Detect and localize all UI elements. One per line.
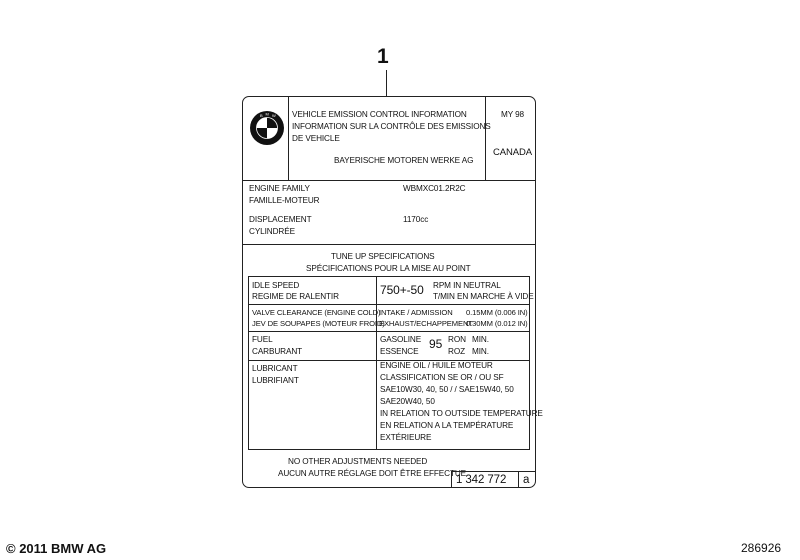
fuel-gasoline: GASOLINE — [380, 335, 422, 344]
emission-label — [242, 96, 543, 488]
idle-speed-fr: REGIME DE RALENTIR — [252, 292, 339, 301]
displacement-fr: CYLINDRÉE — [249, 227, 295, 236]
valve-clearance-en: VALVE CLEARANCE (ENGINE COLD) — [252, 308, 381, 317]
tuneup-title-fr: SPÉCIFICATIONS POUR LA MISE AU POINT — [306, 264, 471, 273]
header-title-en: VEHICLE EMISSION CONTROL INFORMATION — [292, 110, 467, 119]
header-title-fr-cont: DE VEHICLE — [292, 134, 340, 143]
model-year: MY 98 — [501, 110, 525, 119]
fuel-en: FUEL — [252, 335, 273, 344]
diagram-id: 286926 — [741, 541, 782, 555]
lubricant-line: SAE10W30, 40, 50 / / SAE15W40, 50 — [380, 385, 514, 394]
callout-number: 1 — [377, 45, 389, 68]
callout-leader-line — [386, 70, 387, 97]
bmw-roundel-icon — [249, 110, 285, 151]
lubricant-line: EN RELATION A LA TEMPÉRATURE — [380, 421, 514, 430]
lubricant-line: EXTÉRIEURE — [380, 433, 432, 442]
engine-family-fr: FAMILLE-MOTEUR — [249, 196, 320, 205]
lubricant-line: CLASSIFICATION SE OR / OU SF — [380, 373, 504, 382]
fuel-min-fr: MIN. — [472, 347, 489, 356]
revision-box — [518, 471, 536, 488]
tuneup-title-en: TUNE UP SPECIFICATIONS — [331, 252, 435, 261]
idle-note-en: RPM IN NEUTRAL — [433, 281, 501, 290]
fuel-octane: 95 — [429, 337, 443, 351]
valve-clearance-fr: JEV DE SOUPAPES (MOTEUR FROID) — [252, 319, 385, 328]
market: CANADA — [493, 147, 532, 158]
lubricant-line: IN RELATION TO OUTSIDE TEMPERATURE — [380, 409, 543, 418]
fuel-essence: ESSENCE — [380, 347, 419, 356]
lubricant-line: SAE20W40, 50 — [380, 397, 435, 406]
intake-label: INTAKE / ADMISSION — [379, 308, 453, 317]
tuneup-table — [248, 276, 543, 450]
idle-speed-en: IDLE SPEED — [252, 281, 300, 290]
revision-letter: a — [523, 474, 530, 486]
svg-text:M: M — [265, 111, 269, 117]
part-number: 1 342 772 — [456, 474, 507, 486]
engine-family-en: ENGINE FAMILY — [249, 184, 310, 193]
copyright-notice: © 2011 BMW AG — [6, 541, 107, 556]
fuel-fr: CARBURANT — [252, 347, 303, 356]
svg-text:W: W — [272, 112, 276, 118]
fuel-ron: RON — [448, 335, 466, 344]
manufacturer: BAYERISCHE MOTOREN WERKE AG — [334, 156, 474, 165]
footer-note-fr: AUCUN AUTRE RÉGLAGE DOIT ÊTRE EFFECTUE — [278, 469, 467, 478]
displacement-en: DISPLACEMENT — [249, 215, 312, 224]
idle-speed-value: 750+-50 — [380, 283, 424, 297]
header-title-fr: INFORMATION SUR LA CONTRÔLE DES EMISSIONS — [292, 122, 491, 131]
fuel-min-en: MIN. — [472, 335, 489, 344]
lubricant-line: ENGINE OIL / HUILE MOTEUR — [380, 361, 493, 370]
idle-note-fr: T/MIN EN MARCHE À VIDE — [433, 292, 534, 301]
fuel-roz: ROZ — [448, 347, 465, 356]
footer-note-en: NO OTHER ADJUSTMENTS NEEDED — [288, 457, 428, 466]
displacement-value: 1170cc — [403, 215, 429, 224]
exhaust-value: 0.30MM (0.012 IN) — [466, 319, 528, 328]
part-number-box — [451, 471, 519, 488]
svg-text:B: B — [260, 112, 263, 118]
engine-family-value: WBMXC01.2R2C — [403, 184, 466, 193]
lubricant-fr: LUBRIFIANT — [252, 376, 299, 385]
exhaust-label: EXHAUST/ECHAPPEMENT — [379, 319, 473, 328]
lubricant-en: LUBRICANT — [252, 364, 298, 373]
intake-value: 0.15MM (0.006 IN) — [466, 308, 528, 317]
